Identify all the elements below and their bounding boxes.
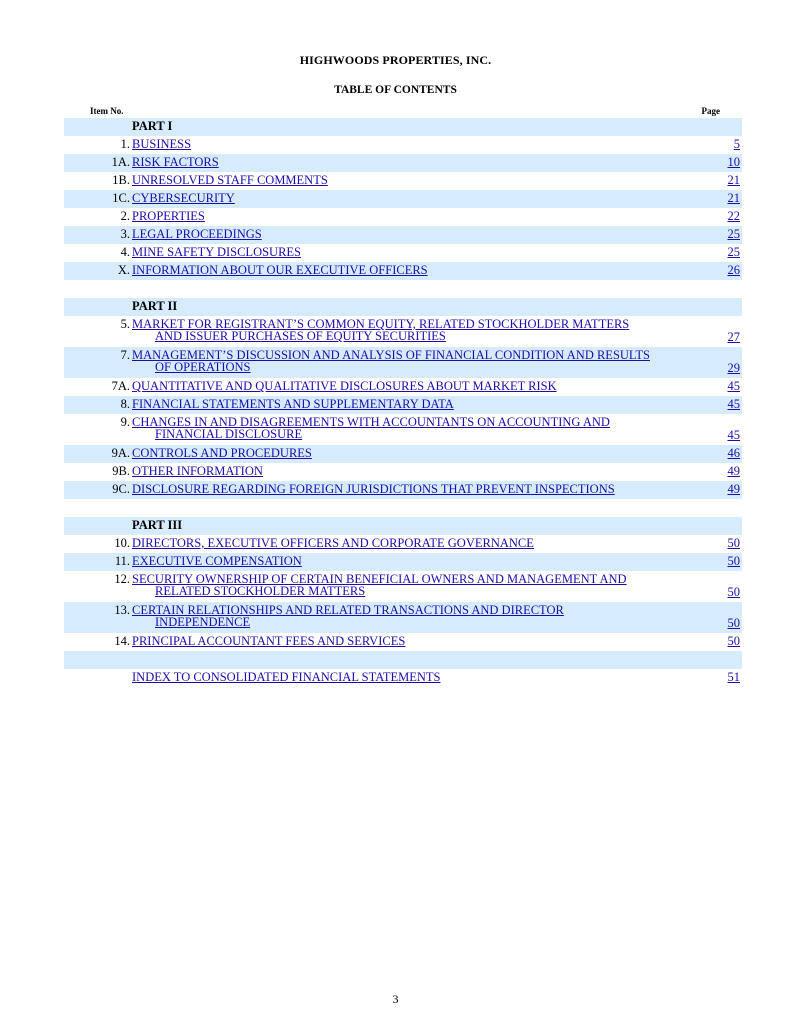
- page-header: Page: [701, 106, 720, 116]
- toc-link-risk-factors[interactable]: RISK FACTORS: [132, 155, 219, 169]
- toc-row: [64, 154, 742, 172]
- toc-link-line-2: AND ISSUER PURCHASES OF EQUITY SECURITIES: [155, 329, 446, 343]
- spacer-row: [64, 280, 742, 298]
- toc-link-financial-statements[interactable]: FINANCIAL STATEMENTS AND SUPPLEMENTARY DATA: [132, 397, 454, 411]
- page-link[interactable]: 51: [727, 670, 740, 684]
- part-2-heading-row: [64, 298, 742, 316]
- item-number: 9.: [120, 415, 130, 429]
- item-no-header: Item No.: [90, 106, 124, 116]
- toc-link-mine-safety-disclosures[interactable]: MINE SAFETY DISCLOSURES: [132, 245, 302, 259]
- toc-link-foreign-jurisdictions[interactable]: DISCLOSURE REGARDING FOREIGN JURISDICTIONS THAT PREVENT INSPECTIONS: [132, 482, 615, 496]
- part-1-heading-row: [64, 118, 742, 136]
- page-link[interactable]: 5: [733, 137, 740, 151]
- toc-link-index-financial-statements[interactable]: INDEX TO CONSOLIDATED FINANCIAL STATEMENTS: [132, 670, 441, 684]
- toc-link-legal-proceedings[interactable]: LEGAL PROCEEDINGS: [132, 227, 262, 241]
- item-number: 8.: [120, 397, 130, 411]
- toc-row: [64, 669, 742, 687]
- toc-link-line-2: RELATED STOCKHOLDER MATTERS: [155, 584, 366, 598]
- page-link[interactable]: 21: [727, 191, 740, 205]
- page-link[interactable]: 21: [727, 173, 740, 187]
- page-number: 3: [392, 992, 399, 1006]
- toc-link-controls-and-procedures[interactable]: CONTROLS AND PROCEDURES: [132, 446, 312, 460]
- page-link[interactable]: 50: [727, 554, 740, 568]
- page-link[interactable]: 45: [727, 379, 740, 393]
- toc-link-market-risk[interactable]: QUANTITATIVE AND QUALITATIVE DISCLOSURES ABOUT MARKET RISK: [132, 379, 557, 393]
- item-number: 14.: [114, 634, 130, 648]
- toc-link-cybersecurity[interactable]: CYBERSECURITY: [132, 191, 235, 205]
- toc-link-line-2: OF OPERATIONS: [155, 360, 251, 374]
- toc-link-line-1: CERTAIN RELATIONSHIPS AND RELATED TRANSACTIONS AND DIRECTOR: [132, 603, 564, 617]
- item-number: 3.: [120, 227, 130, 241]
- toc-link-properties[interactable]: PROPERTIES: [132, 209, 205, 223]
- toc-link-changes-with-accountants[interactable]: [132, 416, 610, 440]
- item-number: 1C.: [112, 191, 130, 205]
- item-number: X.: [117, 263, 130, 277]
- page-link[interactable]: 50: [727, 585, 740, 599]
- toc-row: [64, 535, 742, 553]
- toc-link-directors-governance[interactable]: DIRECTORS, EXECUTIVE OFFICERS AND CORPORATE GOVERNANCE: [132, 536, 534, 550]
- part-3-heading-row: [64, 517, 742, 535]
- page-link[interactable]: 10: [727, 155, 740, 169]
- item-number: 9A.: [111, 446, 130, 460]
- toc-link-market-for-common-equity[interactable]: [132, 318, 629, 342]
- item-number: 7.: [120, 348, 130, 362]
- toc-row: [64, 208, 742, 226]
- toc-row: [64, 136, 742, 154]
- toc-link-unresolved-staff-comments[interactable]: UNRESOLVED STAFF COMMENTS: [132, 173, 328, 187]
- spacer-row: [64, 651, 742, 669]
- part-3-title: PART III: [132, 518, 183, 532]
- page-link[interactable]: 50: [727, 634, 740, 648]
- toc-row: [64, 244, 742, 262]
- toc-row: [64, 445, 742, 463]
- item-number: 1B.: [112, 173, 130, 187]
- toc-link-executive-officers[interactable]: INFORMATION ABOUT OUR EXECUTIVE OFFICERS: [132, 263, 428, 277]
- page-link[interactable]: 27: [727, 330, 740, 344]
- toc-link-line-1: SECURITY OWNERSHIP OF CERTAIN BENEFICIAL OWNERS AND MANAGEMENT AND: [132, 572, 627, 586]
- page-link[interactable]: 25: [727, 227, 740, 241]
- item-number: 2.: [120, 209, 130, 223]
- page-link[interactable]: 50: [727, 616, 740, 630]
- toc-row: [64, 414, 742, 445]
- item-number: 9C.: [112, 482, 130, 496]
- toc-link-line-1: MARKET FOR REGISTRANT’S COMMON EQUITY, RELATED STOCKHOLDER MATTERS: [132, 317, 630, 331]
- page-link[interactable]: 29: [727, 361, 740, 375]
- toc-link-line-1: MANAGEMENT’S DISCUSSION AND ANALYSIS OF FINANCIAL CONDITION AND RESULTS: [132, 348, 650, 362]
- item-number: 5.: [120, 317, 130, 331]
- item-number: 7A.: [111, 379, 130, 393]
- toc-link-executive-compensation[interactable]: EXECUTIVE COMPENSATION: [132, 554, 302, 568]
- part-1-title: PART I: [132, 119, 173, 133]
- toc-row: [64, 481, 742, 499]
- item-number: 9B.: [112, 464, 130, 478]
- toc-row: [64, 571, 742, 602]
- page-link[interactable]: 50: [727, 536, 740, 550]
- toc-row: [64, 396, 742, 414]
- toc-link-line-2: INDEPENDENCE: [155, 615, 251, 629]
- toc-row: [64, 602, 742, 633]
- item-number: 11.: [114, 554, 130, 568]
- page-link[interactable]: 45: [727, 428, 740, 442]
- item-number: 13.: [114, 603, 130, 617]
- toc-row: [64, 190, 742, 208]
- toc-row: [64, 378, 742, 396]
- toc-link-security-ownership[interactable]: [132, 573, 627, 597]
- part-2-title: PART II: [132, 299, 178, 313]
- toc-link-mdna[interactable]: [132, 349, 650, 373]
- toc-link-related-transactions[interactable]: [132, 604, 564, 628]
- item-number: 1.: [120, 137, 130, 151]
- page-link[interactable]: 22: [727, 209, 740, 223]
- item-number: 1A.: [111, 155, 130, 169]
- toc-row: [64, 347, 742, 378]
- toc-link-line-1: CHANGES IN AND DISAGREEMENTS WITH ACCOUNTANTS ON ACCOUNTING AND: [132, 415, 610, 429]
- toc-link-other-information[interactable]: OTHER INFORMATION: [132, 464, 263, 478]
- toc-row: [64, 463, 742, 481]
- toc-link-business[interactable]: BUSINESS: [132, 137, 192, 151]
- toc-header: [66, 106, 742, 118]
- page-link[interactable]: 49: [727, 464, 740, 478]
- page-link[interactable]: 26: [727, 263, 740, 277]
- table-of-contents: [64, 118, 742, 687]
- item-number: 12.: [114, 572, 130, 586]
- spacer-row: [64, 499, 742, 517]
- item-number: 10.: [114, 536, 130, 550]
- company-name: HIGHWOODS PROPERTIES, INC.: [299, 53, 492, 67]
- toc-row: [64, 316, 742, 347]
- page-link[interactable]: 49: [727, 482, 740, 496]
- toc-row: [64, 633, 742, 651]
- item-number: 4.: [120, 245, 130, 259]
- toc-row: [64, 172, 742, 190]
- page-link[interactable]: 46: [727, 446, 740, 460]
- page-link[interactable]: 25: [727, 245, 740, 259]
- toc-row: [64, 553, 742, 571]
- toc-row: [64, 262, 742, 280]
- toc-link-accountant-fees[interactable]: PRINCIPAL ACCOUNTANT FEES AND SERVICES: [132, 634, 406, 648]
- page-link[interactable]: 45: [727, 397, 740, 411]
- toc-row: [64, 226, 742, 244]
- toc-link-line-2: FINANCIAL DISCLOSURE: [155, 427, 303, 441]
- document-title: TABLE OF CONTENTS: [334, 84, 457, 96]
